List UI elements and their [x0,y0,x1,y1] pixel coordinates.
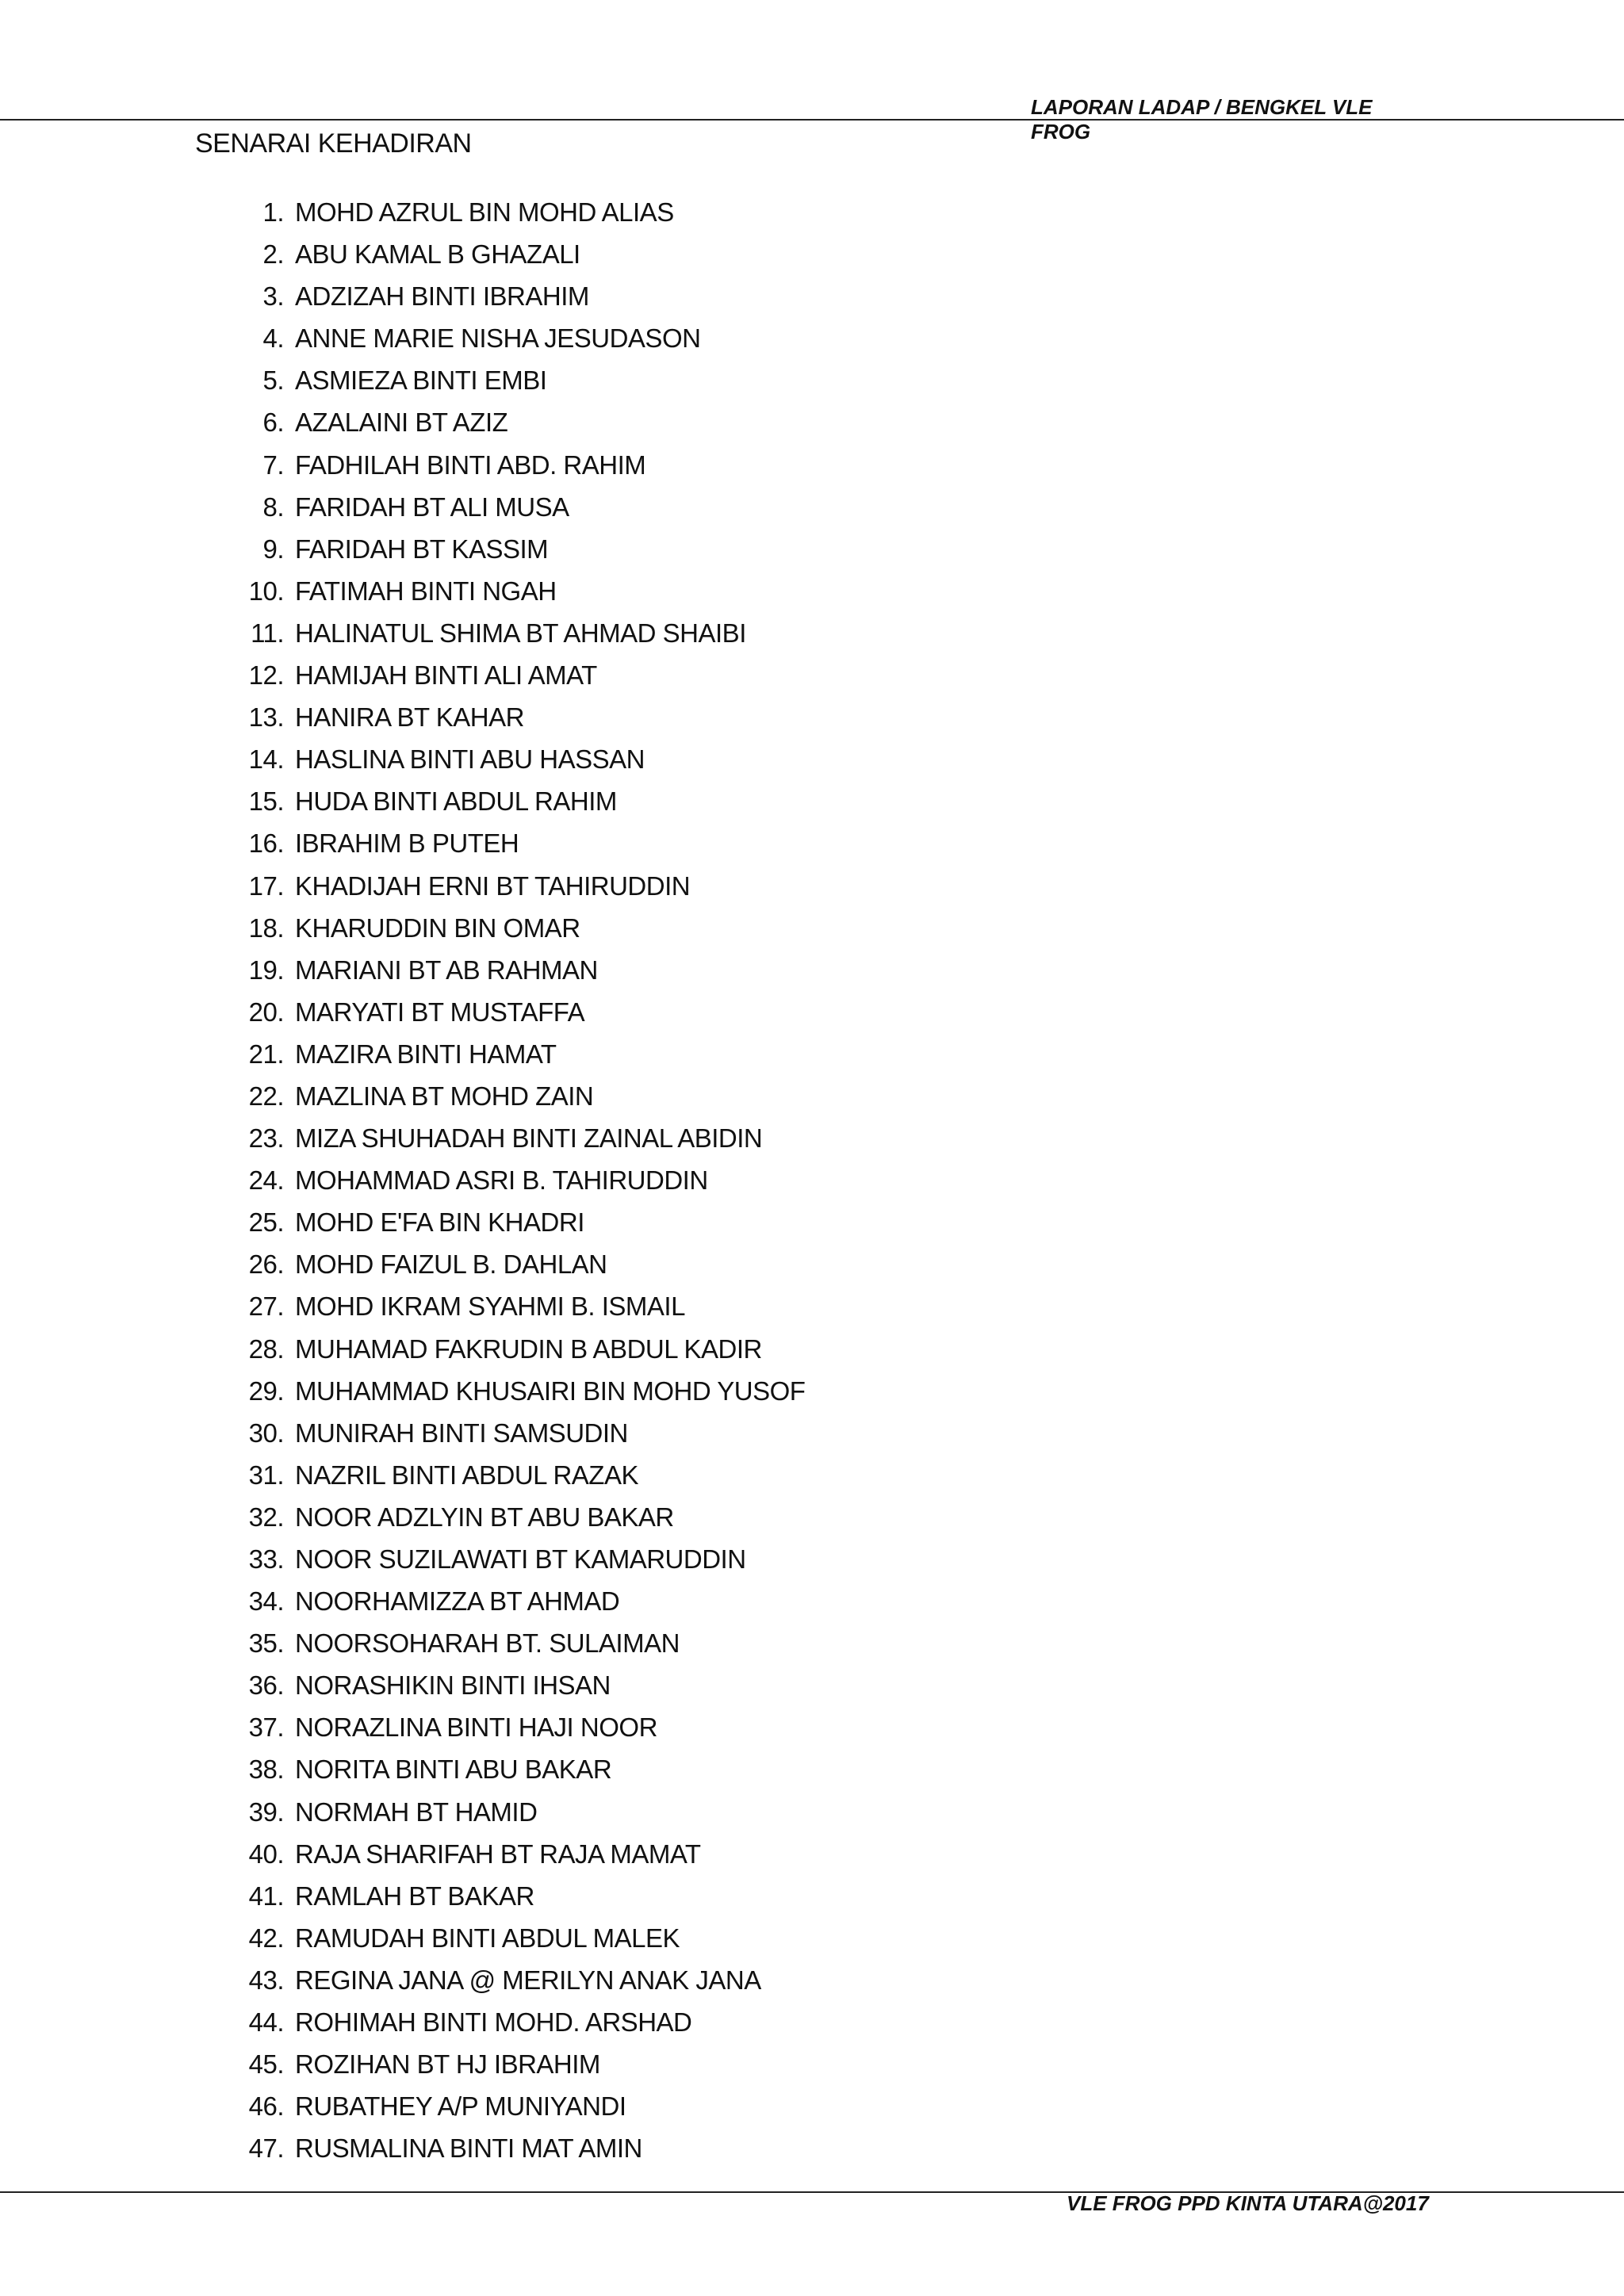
list-item [0,1117,1031,1159]
list-item-name: HUDA BINTI ABDUL RAHIM [295,786,617,817]
list-item-number: 9. [262,534,284,564]
list-item-name: MAZLINA BT MOHD ZAIN [295,1081,594,1111]
list-item-number: 39. [248,1797,284,1827]
list-item [0,612,1031,654]
list-item-number: 4. [262,323,284,354]
list-item-name: FARIDAH BT KASSIM [295,534,549,564]
list-item-name: RUBATHEY A/P MUNIYANDI [295,2091,626,2122]
section-title: SENARAI KEHADIRAN [195,128,472,159]
list-item-name: NOORHAMIZZA BT AHMAD [295,1586,620,1617]
list-item-number: 47. [248,2133,284,2164]
list-item-number: 20. [248,997,284,1027]
list-item-name: KHARUDDIN BIN OMAR [295,913,580,943]
list-item [0,1959,1031,2001]
list-item-name: MOHD AZRUL BIN MOHD ALIAS [295,197,674,227]
list-item [0,780,1031,822]
attendee-list [0,191,1031,2169]
list-item-number: 26. [248,1249,284,1280]
list-item [0,1875,1031,1917]
list-item-name: ANNE MARIE NISHA JESUDASON [295,323,701,354]
list-item [0,654,1031,696]
list-item [0,233,1031,275]
list-item [0,570,1031,612]
list-item-number: 34. [248,1586,284,1617]
header-divider [0,119,1624,121]
list-item-number: 6. [262,408,284,438]
list-item [0,1328,1031,1370]
list-item-number: 41. [248,1881,284,1911]
list-item-name: MIZA SHUHADAH BINTI ZAINAL ABIDIN [295,1123,763,1154]
list-item-number: 14. [248,744,284,775]
list-item-name: ROHIMAH BINTI MOHD. ARSHAD [295,2007,692,2038]
list-item-name: MARYATI BT MUSTAFFA [295,997,585,1027]
list-item [0,949,1031,991]
page-footer-text: VLE FROG PPD KINTA UTARA@2017 [1067,2191,1429,2215]
list-item [0,2001,1031,2043]
list-item-name: KHADIJAH ERNI BT TAHIRUDDIN [295,871,691,901]
list-item-name: MAZIRA BINTI HAMAT [295,1039,557,1069]
list-item-name: HANIRA BT KAHAR [295,702,524,733]
list-item-number: 38. [248,1755,284,1785]
list-item-number: 35. [248,1628,284,1659]
list-item-name: RAMLAH BT BAKAR [295,1881,534,1911]
list-item-name: MOHD IKRAM SYAHMI B. ISMAIL [295,1292,685,1322]
list-item-number: 18. [248,913,284,943]
list-item-name: NORMAH BT HAMID [295,1797,538,1827]
list-item [0,1370,1031,1412]
list-item [0,2127,1031,2169]
list-item [0,1622,1031,1664]
list-item-number: 11. [251,618,284,648]
list-item [0,1833,1031,1875]
list-item-number: 23. [248,1123,284,1154]
list-item-number: 45. [248,2049,284,2080]
list-item-number: 13. [248,702,284,733]
list-item-name: FARIDAH BT ALI MUSA [295,492,569,522]
list-item-number: 7. [262,450,284,480]
list-item-name: ASMIEZA BINTI EMBI [295,365,547,396]
list-item-name: NOOR SUZILAWATI BT KAMARUDDIN [295,1544,746,1574]
list-item-name: MUHAMAD FAKRUDIN B ABDUL KADIR [295,1334,762,1364]
list-item-number: 29. [248,1376,284,1406]
list-item [0,275,1031,317]
list-item-name: MUHAMMAD KHUSAIRI BIN MOHD YUSOF [295,1376,806,1406]
list-item-number: 10. [248,576,284,606]
list-item-number: 44. [248,2007,284,2038]
list-item [0,1159,1031,1201]
list-item [0,1538,1031,1580]
list-item-number: 27. [248,1292,284,1322]
list-item-number: 43. [248,1965,284,1995]
list-item [0,1748,1031,1790]
list-item [0,2043,1031,2085]
list-item-name: REGINA JANA @ MERILYN ANAK JANA [295,1965,761,1995]
list-item [0,1496,1031,1538]
list-item-name: MOHAMMAD ASRI B. TAHIRUDDIN [295,1165,708,1196]
list-item-name: ABU KAMAL B GHAZALI [295,239,580,270]
list-item [0,1664,1031,1706]
list-item-name: FATIMAH BINTI NGAH [295,576,557,606]
list-item [0,486,1031,528]
list-item [0,1706,1031,1748]
list-item-name: ROZIHAN BT HJ IBRAHIM [295,2049,600,2080]
list-item-number: 15. [248,786,284,817]
list-item-number: 16. [248,828,284,859]
list-item-number: 19. [248,955,284,985]
list-item [0,1285,1031,1327]
list-item-number: 33. [248,1544,284,1574]
list-item-name: NORAZLINA BINTI HAJI NOOR [295,1712,657,1743]
list-item-number: 17. [248,871,284,901]
list-item-number: 42. [248,1923,284,1953]
list-item [0,1791,1031,1833]
list-item-number: 21. [248,1039,284,1069]
list-item [0,1075,1031,1117]
list-item-name: MOHD E'FA BIN KHADRI [295,1207,584,1238]
list-item-name: HASLINA BINTI ABU HASSAN [295,744,645,775]
list-item [0,1412,1031,1454]
list-item-name: MUNIRAH BINTI SAMSUDIN [295,1418,628,1448]
list-item [0,401,1031,443]
list-item-name: HALINATUL SHIMA BT AHMAD SHAIBI [295,618,746,648]
list-item [0,822,1031,864]
list-item-number: 8. [262,492,284,522]
list-item [0,1580,1031,1622]
list-item-name: NOOR ADZLYIN BT ABU BAKAR [295,1502,674,1532]
list-item-number: 24. [248,1165,284,1196]
list-item-number: 46. [248,2091,284,2122]
list-item [0,1454,1031,1496]
list-item-name: RAMUDAH BINTI ABDUL MALEK [295,1923,680,1953]
list-item-name: MOHD FAIZUL B. DAHLAN [295,1249,607,1280]
list-item [0,2085,1031,2127]
list-item-number: 3. [262,281,284,312]
list-item [0,738,1031,780]
list-item-number: 36. [248,1670,284,1701]
list-item-number: 28. [248,1334,284,1364]
list-item-name: IBRAHIM B PUTEH [295,828,519,859]
list-item [0,359,1031,401]
list-item-name: AZALAINI BT AZIZ [295,408,508,438]
list-item-name: NORITA BINTI ABU BAKAR [295,1755,612,1785]
page-header-title: LAPORAN LADAP / BENGKEL VLE FROG [1031,95,1373,144]
list-item-number: 40. [248,1839,284,1869]
list-item [0,528,1031,570]
list-item [0,444,1031,486]
list-item-name: MARIANI BT AB RAHMAN [295,955,598,985]
list-item-number: 1. [262,197,284,227]
list-item [0,1201,1031,1243]
list-item-name: RUSMALINA BINTI MAT AMIN [295,2133,642,2164]
list-item [0,317,1031,359]
list-item-name: HAMIJAH BINTI ALI AMAT [295,660,597,691]
list-item [0,865,1031,907]
list-item-name: NOORSOHARAH BT. SULAIMAN [295,1628,680,1659]
list-item-number: 30. [248,1418,284,1448]
list-item-name: ADZIZAH BINTI IBRAHIM [295,281,589,312]
list-item [0,191,1031,233]
list-item-number: 12. [248,660,284,691]
list-item-number: 25. [248,1207,284,1238]
list-item-name: NORASHIKIN BINTI IHSAN [295,1670,611,1701]
list-item-name: NAZRIL BINTI ABDUL RAZAK [295,1460,638,1490]
list-item-number: 32. [248,1502,284,1532]
list-item [0,1917,1031,1959]
list-item-number: 5. [262,365,284,396]
list-item [0,696,1031,738]
list-item [0,1033,1031,1075]
list-item-name: FADHILAH BINTI ABD. RAHIM [295,450,646,480]
list-item-number: 37. [248,1712,284,1743]
list-item-number: 22. [248,1081,284,1111]
list-item [0,991,1031,1033]
list-item-name: RAJA SHARIFAH BT RAJA MAMAT [295,1839,701,1869]
list-item [0,1243,1031,1285]
list-item-number: 2. [262,239,284,270]
list-item-number: 31. [248,1460,284,1490]
list-item [0,907,1031,949]
